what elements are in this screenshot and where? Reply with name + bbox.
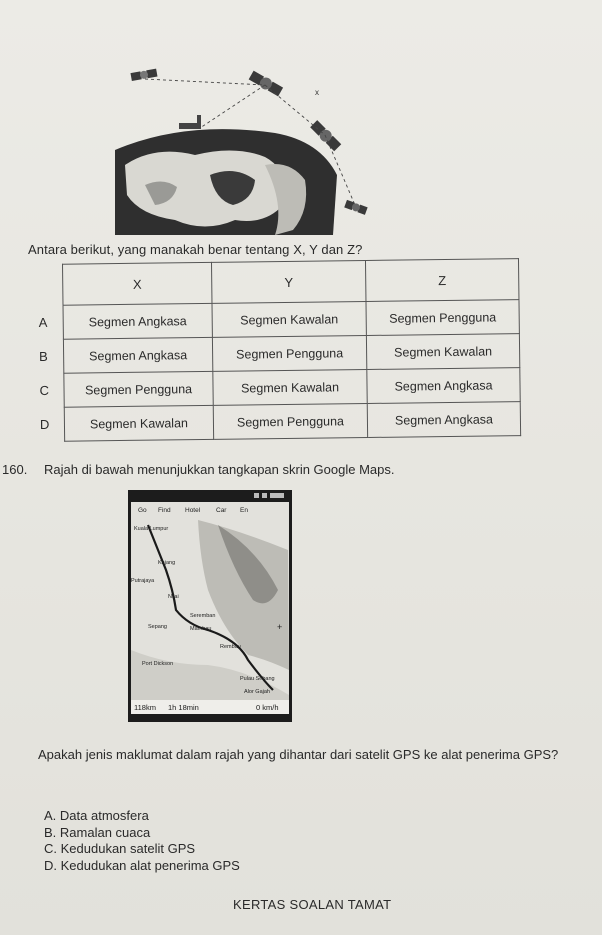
table-cell: Segmen Angkasa [367,402,520,438]
menu-hotel[interactable]: Hotel [185,507,201,514]
option-d[interactable] [44,858,240,875]
table-cell: Segmen Pengguna [212,335,366,371]
menu-find[interactable]: Find [158,507,171,514]
answer-table [38,258,521,442]
option-b[interactable] [44,825,240,842]
table-cell: Segmen Angkasa [63,337,212,373]
option-a[interactable] [44,808,240,825]
menu-en[interactable]: En [240,507,248,514]
question-160 [2,462,395,477]
place-label: Rembau [220,644,241,650]
place-label: Sepang [148,624,167,630]
place-label: Nilai [168,594,179,600]
place-label: Kajang [158,560,176,566]
earth-illustration [115,129,337,235]
place-label: Kuala Lumpur [134,526,169,532]
table-cell: Segmen Kawalan [366,334,519,370]
route-speed: 0 km/h [256,703,279,712]
place-label: Seremban [190,613,216,619]
place-label: Pulau Sebang [240,676,275,682]
place-label: Mambau [190,626,212,632]
table-cell: Segmen Pengguna [366,300,519,336]
satellite-figure [115,45,375,240]
zoom-in-icon[interactable]: + [277,622,283,632]
question-number: 160. [2,462,28,477]
header-x: X [63,262,212,305]
question-160-text: Rajah di bawah menunjukkan tangkapan skrin Google Maps. [44,462,395,477]
menu-car[interactable]: Car [216,507,227,514]
option-letter: B. [44,824,57,840]
menu-go[interactable]: Go [138,507,147,514]
label-x: x [315,88,319,97]
table-cell: Segmen Kawalan [213,369,367,405]
row-label: A [38,314,48,330]
option-letter: C. [44,841,57,856]
table-row [40,402,521,442]
google-maps-screenshot [128,490,292,722]
route-distance: 118km [134,703,156,712]
place-label: Port Dickson [142,661,174,667]
header-z: Z [365,259,518,302]
option-c[interactable] [44,841,240,858]
end-of-paper: KERTAS SOALAN TAMAT [233,897,392,912]
table-cell: Segmen Kawalan [212,301,366,337]
row-label: B [39,348,48,364]
header-y: Y [211,260,365,303]
question-intro: Antara berikut, yang manakah benar tentang X, Y dan Z? [28,242,363,257]
route-duration: 1h 18min [168,703,199,712]
table-cell: Segmen Kawalan [64,405,213,441]
option-text: Kedudukan satelit GPS [60,841,196,856]
row-label: D [39,416,50,432]
table-header-row [38,259,519,306]
table-cell: Segmen Pengguna [213,403,367,439]
table-cell: Segmen Angkasa [63,303,212,339]
place-label: Putrajaya [131,578,155,584]
table-cell: Segmen Pengguna [64,371,213,407]
options-list [44,808,240,874]
ground-station [179,115,201,129]
table-cell: Segmen Angkasa [367,368,520,404]
option-text: Data atmosfera [59,808,149,823]
option-letter: A. [44,808,57,823]
question-body: Apakah jenis maklumat dalam rajah yang dihantar dari satelit GPS ke alat penerima GPS? [38,747,559,762]
option-letter: D. [44,857,57,873]
option-text: Ramalan cuaca [59,824,151,840]
option-text: Kedudukan alat penerima GPS [60,857,240,873]
place-label: Alor Gajah [244,689,270,695]
row-label: C [39,382,50,398]
